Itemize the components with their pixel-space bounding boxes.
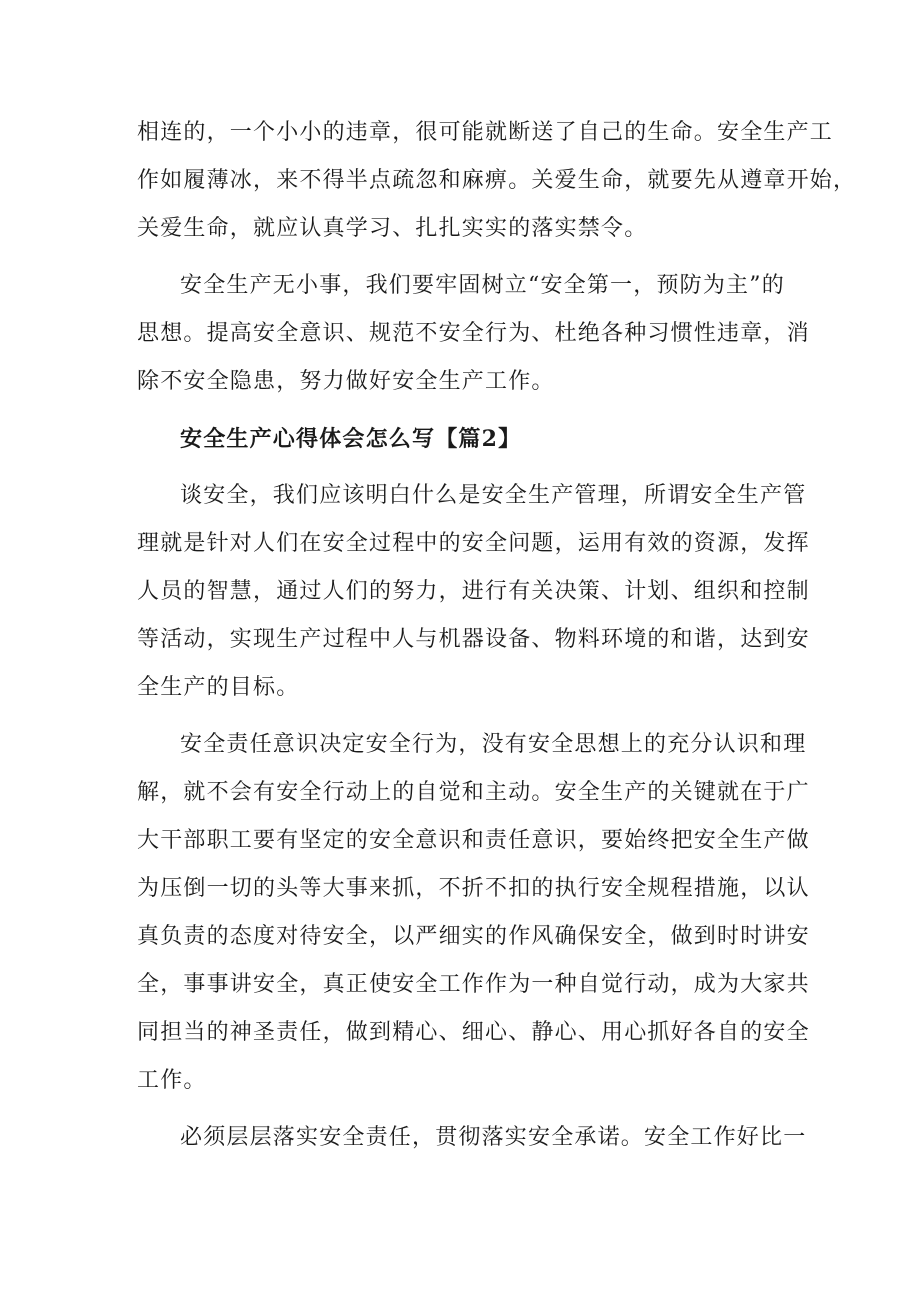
text-line: 为压倒一切的头等大事来抓，不折不扣的执行安全规程措施，以认 [137,876,810,901]
text-line: 人员的智慧，通过人们的努力，进行有关决策、计划、组织和控制 [137,579,810,604]
text-line: 必须层层落实安全责任，贯彻落实安全承诺。安全工作好比一 [180,1125,807,1150]
text-line: 谈安全，我们应该明白什么是安全生产管理，所谓安全生产管 [180,483,807,508]
text-line: 除不安全隐患，努力做好安全生产工作。 [137,369,555,394]
text-line: 等活动，实现生产过程中人与机器设备、物料环境的和谐，达到安 [137,627,810,652]
text-line: 解，就不会有安全行动上的自觉和主动。安全生产的关键就在于广 [137,780,810,805]
text-line: 作如履薄冰，来不得半点疏忽和麻痹。关爱生命，就要先从遵章开始， [137,168,857,193]
text-line: 全，事事讲安全，真正使安全工作作为一种自觉行动，成为大家共 [137,972,810,997]
text-line: 安全生产无小事，我们要牢固树立“安全第一，预防为主”的 [180,273,785,298]
text-line: 关爱生命，就应认真学习、扎扎实实的落实禁令。 [137,216,648,241]
text-line: 真负责的态度对待安全，以严细实的作风确保安全，做到时时讲安 [137,924,810,949]
text-line: 理就是针对人们在安全过程中的安全问题，运用有效的资源，发挥 [137,531,810,556]
text-line: 思想。提高安全意识、规范不安全行为、杜绝各种习惯性违章，消 [137,321,810,346]
text-line: 同担当的神圣责任，做到精心、细心、静心、用心抓好各自的安全 [137,1020,810,1045]
section-heading: 安全生产心得体会怎么写【篇2】 [180,426,522,452]
text-line: 工作。 [137,1068,207,1093]
text-line: 全生产的目标。 [137,675,300,700]
text-line: 相连的，一个小小的违章，很可能就断送了自己的生命。安全生产工 [137,120,834,145]
text-line: 大干部职工要有坚定的安全意识和责任意识，要始终把安全生产做 [137,828,810,853]
text-line: 安全责任意识决定安全行为，没有安全思想上的充分认识和理 [180,732,807,757]
